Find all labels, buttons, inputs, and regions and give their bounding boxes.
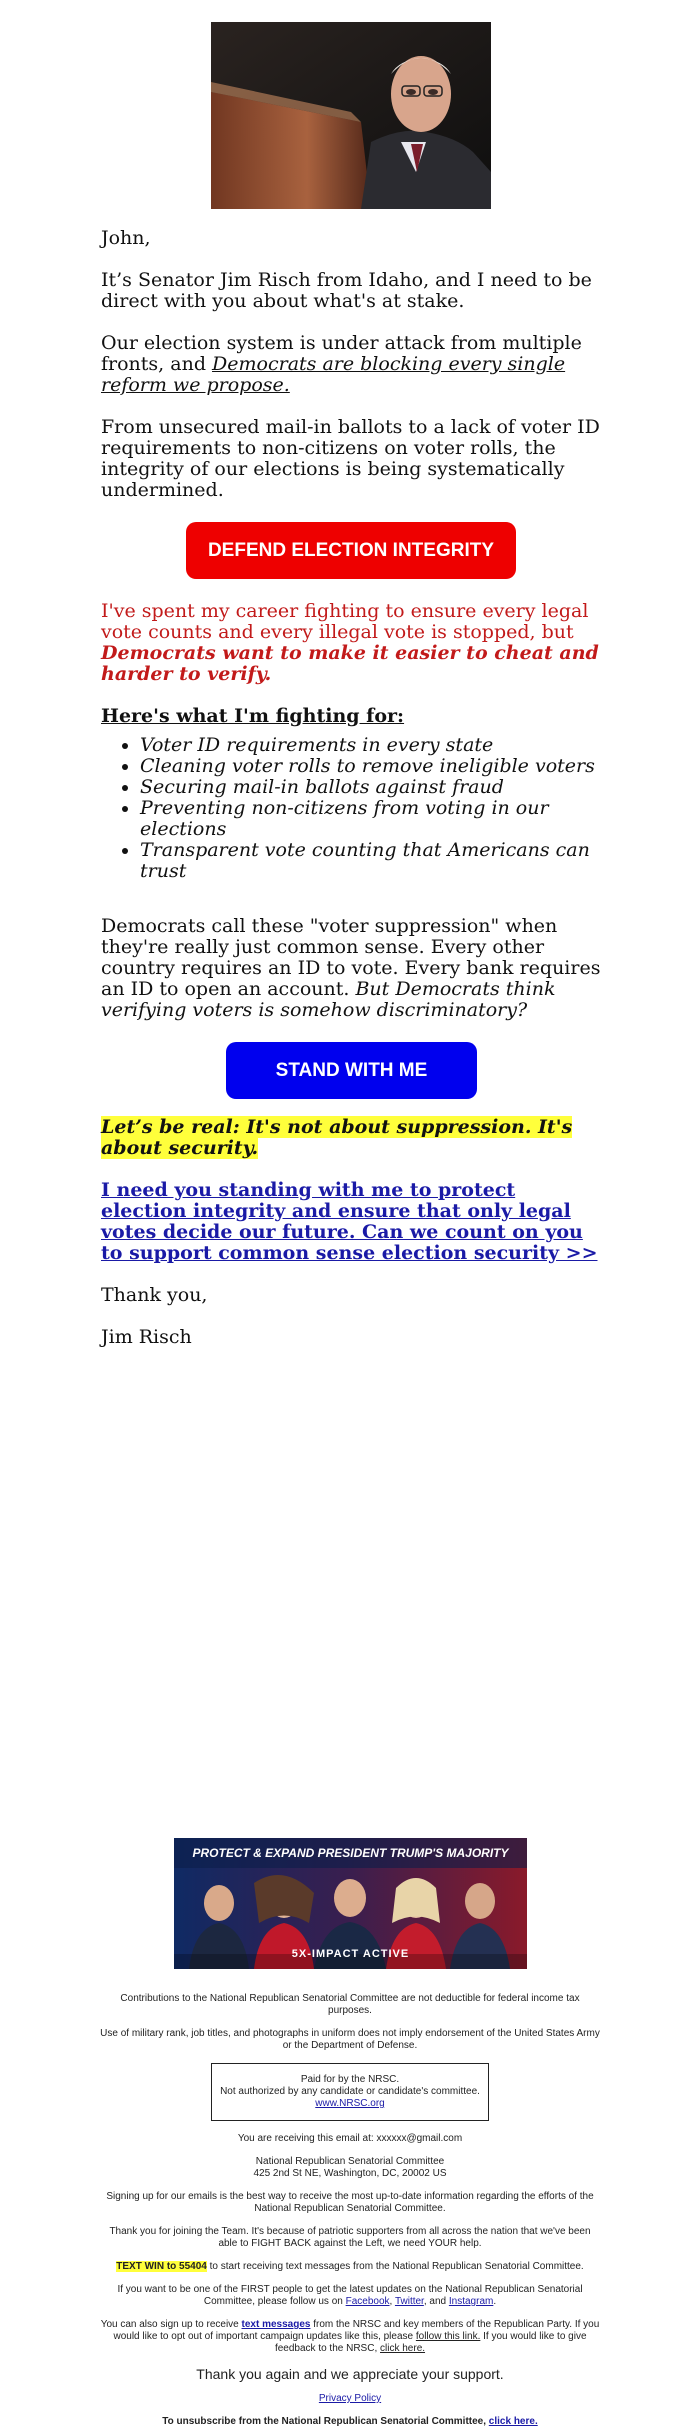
- follow-this-link[interactable]: follow this link.: [415, 2331, 481, 2342]
- privacy-policy-link[interactable]: Privacy Policy: [318, 2393, 382, 2404]
- list-item: • Securing mail-in ballots against fraud: [140, 777, 601, 798]
- paid-for-line: Paid for by the NRSC.: [300, 2074, 400, 2085]
- fighting-heading: Here's what I'm fighting for:: [101, 705, 405, 727]
- red-emphasis: Democrats want to make it easier to cheat and harder to verify.: [101, 642, 599, 685]
- facebook-link[interactable]: Facebook: [345, 2296, 390, 2307]
- instagram-link[interactable]: Instagram: [448, 2296, 494, 2307]
- senator-portrait-image: [211, 22, 491, 209]
- follow-us-line: If you want to be one of the FIRST people to get the latest updates on the National Republican Senatorial Committee, please follow us on Facebook, Twitter, and Instagram.: [117, 2284, 583, 2307]
- common-sense-question: But Democrats think verifying voters is somehow discriminatory?: [101, 978, 556, 1021]
- banner-badge: 5X-IMPACT ACTIVE: [291, 1948, 410, 1960]
- common-sense-text: Democrats call these "voter suppression" when they're really just common sense. Every other country requires an ID to vote. Every bank requires an ID to open an account.: [101, 915, 601, 1000]
- sms-text-c: If you would like to give feedback to the NRSC,: [274, 2331, 587, 2354]
- signup-info: Signing up for our emails is the best way to receive the most up-to-date information regarding the efforts of the National Republican Senatorial Committee.: [106, 2191, 594, 2214]
- text-win-rest: to start receiving text messages from the National Republican Senatorial Committee.: [209, 2261, 584, 2272]
- footer: [100, 1993, 600, 2428]
- privacy-line: [100, 2393, 600, 2405]
- org-address: 425 2nd St NE, Washington, DC, 20002 US: [253, 2168, 447, 2179]
- feedback-click-here-link[interactable]: click here.: [380, 2343, 426, 2354]
- list-item: • Cleaning voter rolls to remove ineligible voters: [140, 756, 601, 777]
- social-and: , and: [423, 2296, 447, 2307]
- list-item: • Voter ID requirements in every state: [140, 735, 601, 756]
- org-address-block: [100, 2156, 600, 2180]
- hero-photo: [211, 22, 491, 209]
- banner-headline: PROTECT & EXPAND PRESIDENT TRUMP'S MAJORITY: [192, 1846, 509, 1860]
- greeting: John,: [101, 227, 151, 249]
- paragraph-red: [101, 601, 601, 685]
- text-win-highlight: TEXT WIN to 55404: [116, 2261, 207, 2272]
- tax-disclaimer: Contributions to the National Republican Senatorial Committee are not deductible for federal income tax purposes.: [120, 1993, 580, 2016]
- red-text: I've spent my career fighting to ensure every legal vote counts and every illegal vote is stopped, but: [101, 600, 589, 643]
- highlight-paragraph: [101, 1117, 601, 1159]
- stand-with-me-button[interactable]: STAND WITH ME: [226, 1042, 477, 1099]
- unsubscribe-text: To unsubscribe from the National Republican Senatorial Committee,: [162, 2416, 487, 2427]
- highlight-text: Let’s be real: It's not about suppression. It's about security.: [101, 1116, 573, 1159]
- thanks-team: Thank you for joining the Team. It's because of patriotic supporters from all across the nation that we've been able to FIGHT BACK against the Left, we need YOUR help.: [109, 2226, 591, 2249]
- fighting-list: [101, 735, 601, 882]
- text-win-line: [100, 2261, 600, 2273]
- nrsc-website-link[interactable]: www.NRSC.org: [315, 2098, 385, 2109]
- paragraph-common-sense: [101, 916, 601, 1021]
- paragraph-intro: It’s Senator Jim Risch from Idaho, and I need to be direct with you about what's at stake.: [101, 269, 592, 312]
- sms-text-b: from the NRSC and key members of the Republican Party. If you would like to opt out of important campaign updates like this, please: [113, 2319, 600, 2342]
- paragraph-attack-text: Our election system is under attack from multiple fronts, and: [101, 332, 582, 375]
- cta-paragraph: [101, 1180, 601, 1264]
- majority-banner[interactable]: [174, 1838, 527, 1969]
- paid-for-box: [211, 2063, 489, 2121]
- list-item: • Transparent vote counting that Americans can trust: [140, 840, 601, 882]
- org-name: National Republican Senatorial Committee: [255, 2156, 445, 2167]
- follow-us-text: If you want to be one of the FIRST people to get the latest updates on the National Republican Senatorial Committee, please follow us on: [117, 2284, 583, 2307]
- unsubscribe-link[interactable]: click here.: [488, 2416, 538, 2427]
- list-item: • Preventing non-citizens from voting in our elections: [140, 798, 601, 840]
- signature: Jim Risch: [101, 1326, 192, 1348]
- paragraph-attack-emphasis: Democrats are blocking every single reform we propose.: [101, 353, 566, 396]
- receiving-email: You are receiving this email at: xxxxxx@gmail.com: [237, 2133, 463, 2144]
- twitter-link[interactable]: Twitter: [394, 2296, 424, 2307]
- letter-body: [101, 228, 601, 1369]
- sms-text-a: You can also sign up to receive: [100, 2319, 239, 2330]
- not-authorized-line: Not authorized by any candidate or candidate's committee.: [220, 2086, 480, 2097]
- unsubscribe-line: [100, 2416, 600, 2428]
- cta-link[interactable]: I need you standing with me to protect election integrity and ensure that only legal votes decide our future. Can we count on you to support common sense election security >>: [101, 1179, 598, 1264]
- military-disclaimer: Use of military rank, job titles, and photographs in uniform does not imply endorsement of the United States Army or the Department of Defense.: [100, 2028, 600, 2051]
- thank-again: Thank you again and we appreciate your support.: [196, 2366, 504, 2382]
- paragraph-undermined: From unsecured mail-in ballots to a lack of voter ID requirements to non-citizens on voter rolls, the integrity of our elections is being systematically undermined.: [101, 416, 600, 501]
- closing: Thank you,: [101, 1284, 208, 1306]
- paragraph-attack: [101, 333, 601, 396]
- text-messages-link[interactable]: text messages: [241, 2319, 311, 2330]
- defend-election-integrity-button[interactable]: DEFEND ELECTION INTEGRITY: [186, 522, 516, 579]
- sms-optout-line: [100, 2319, 600, 2355]
